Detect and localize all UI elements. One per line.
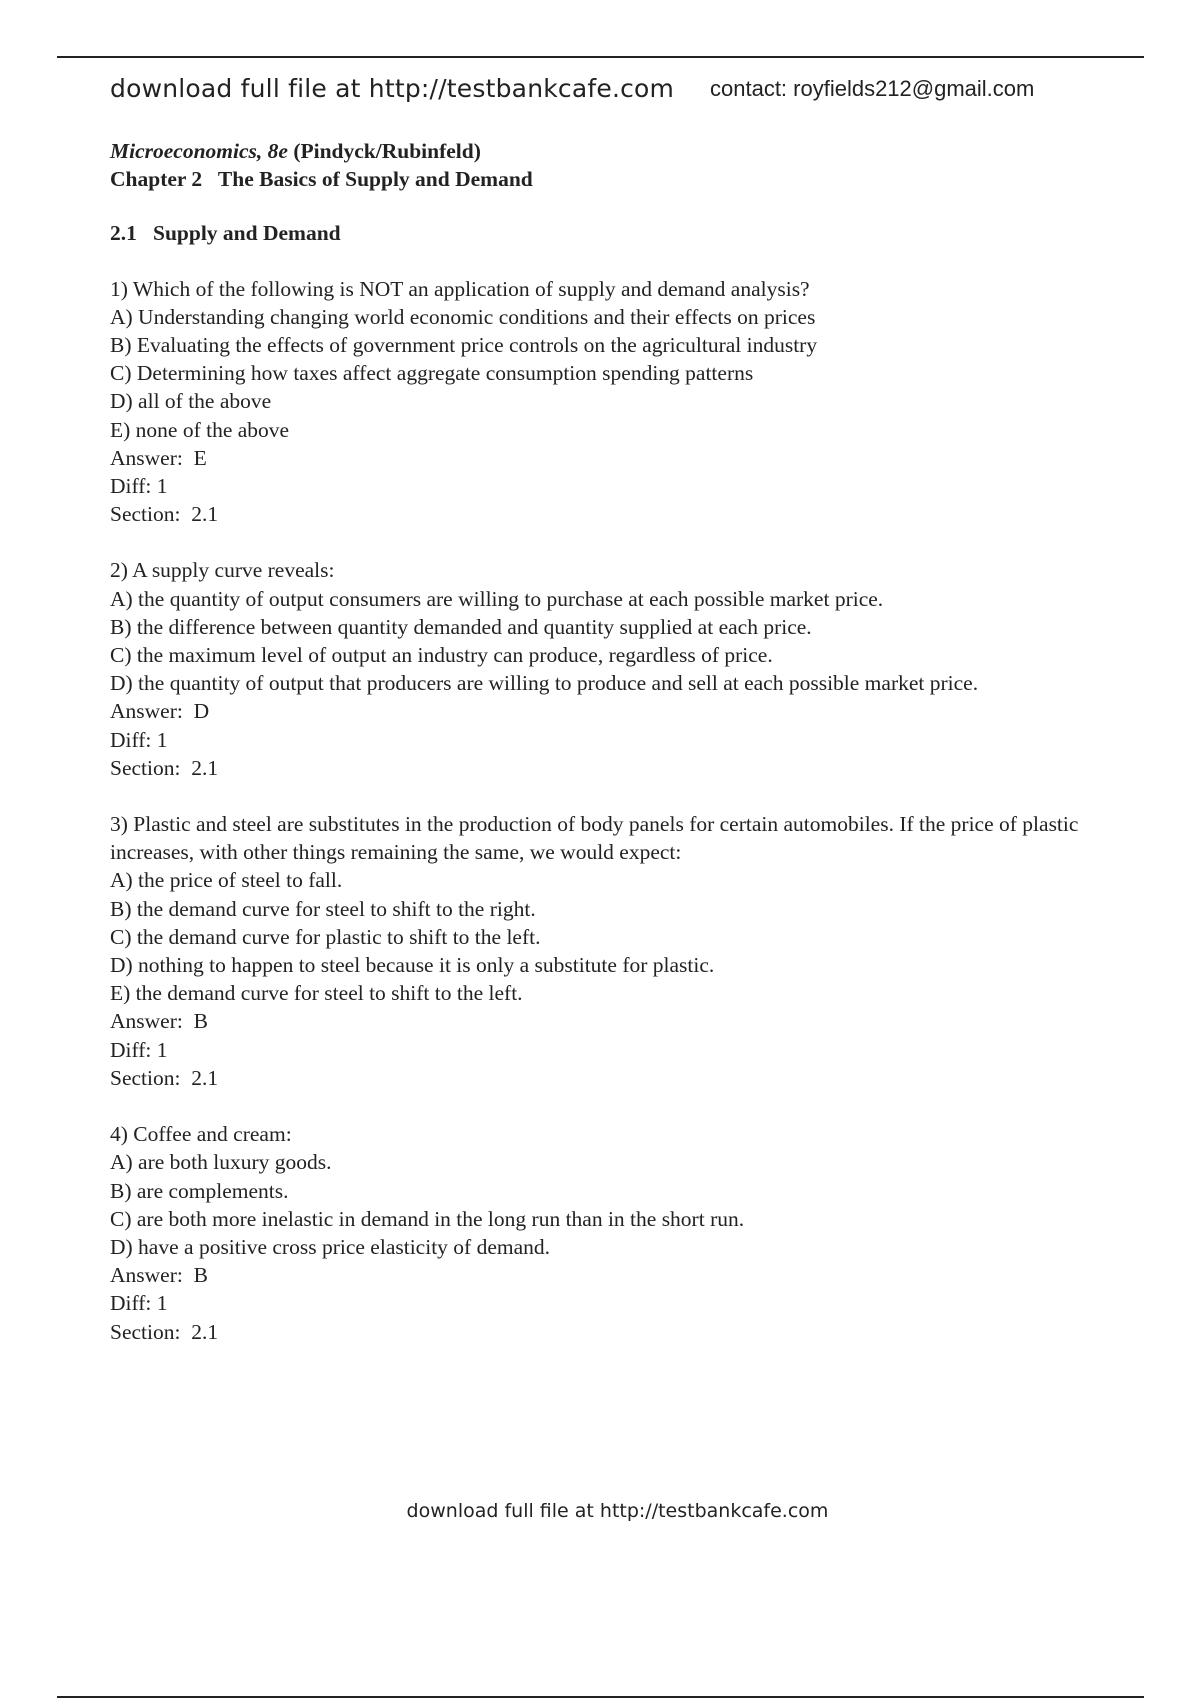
section-ref: Section: 2.1 [110,1319,219,1344]
footer-download-link[interactable]: download full file at http://testbankcafe.com [406,1500,829,1522]
difficulty: Diff: 1 [110,727,168,752]
top-rule [57,56,1144,58]
option-c: C) the demand curve for plastic to shift to the left. [110,924,541,949]
option-e: E) the demand curve for steel to shift to the left. [110,981,523,1006]
question-4 [110,1120,1130,1346]
question-stem: 3) Plastic and steel are substitutes in the production of body panels for certain automobiles. If the price of plastic increases, with other things remaining the same, we would expect: [110,812,1079,865]
difficulty: Diff: 1 [110,1291,168,1316]
option-d: D) have a positive cross price elasticity of demand. [110,1234,551,1259]
book-title-authors: (Pindyck/Rubinfeld) [287,139,481,163]
header-contact: contact: royfields212@gmail.com [710,76,1035,101]
option-c: C) are both more inelastic in demand in the long run than in the short run. [110,1206,745,1231]
section-ref: Section: 2.1 [110,502,219,527]
option-e: E) none of the above [110,417,290,442]
book-title [110,137,1130,165]
option-b: B) Evaluating the effects of government price controls on the agricultural industry [110,333,818,358]
question-stem: 4) Coffee and cream: [110,1122,292,1147]
option-a: A) the quantity of output consumers are willing to purchase at each possible market price. [110,586,884,611]
option-b: B) the difference between quantity demanded and quantity supplied at each price. [110,614,812,639]
option-d: D) nothing to happen to steel because it is only a substitute for plastic. [110,953,715,978]
chapter-title: Chapter 2 The Basics of Supply and Demand [110,167,533,192]
difficulty: Diff: 1 [110,1037,168,1062]
difficulty: Diff: 1 [110,474,168,499]
answer: Answer: B [110,1263,208,1288]
option-b: B) the demand curve for steel to shift to the right. [110,896,536,921]
bottom-rule [57,1696,1144,1698]
question-stem: 1) Which of the following is NOT an application of supply and demand analysis? [110,276,810,301]
answer: Answer: D [110,699,210,724]
question-3 [110,810,1130,1092]
page-header [110,74,1140,114]
option-b: B) are complements. [110,1178,289,1203]
book-title-italic: Microeconomics, 8e [110,139,288,163]
option-c: C) Determining how taxes affect aggregate consumption spending patterns [110,361,754,386]
page-footer [0,1500,1200,1522]
document-body [110,137,1130,1374]
option-d: D) all of the above [110,389,272,414]
option-c: C) the maximum level of output an industry can produce, regardless of price. [110,643,773,668]
option-d: D) the quantity of output that producers are willing to produce and sell at each possible market price. [110,671,979,696]
question-1 [110,275,1130,529]
question-stem: 2) A supply curve reveals: [110,558,335,583]
option-a: A) the price of steel to fall. [110,868,343,893]
answer: Answer: B [110,1009,208,1034]
section-heading: 2.1 Supply and Demand [110,221,341,246]
section-ref: Section: 2.1 [110,755,219,780]
header-download-link[interactable]: download full file at http://testbankcafe.com [110,74,675,103]
question-2 [110,556,1130,782]
option-a: A) Understanding changing world economic conditions and their effects on prices [110,304,816,329]
section-ref: Section: 2.1 [110,1065,219,1090]
option-a: A) are both luxury goods. [110,1150,332,1175]
answer: Answer: E [110,445,207,470]
